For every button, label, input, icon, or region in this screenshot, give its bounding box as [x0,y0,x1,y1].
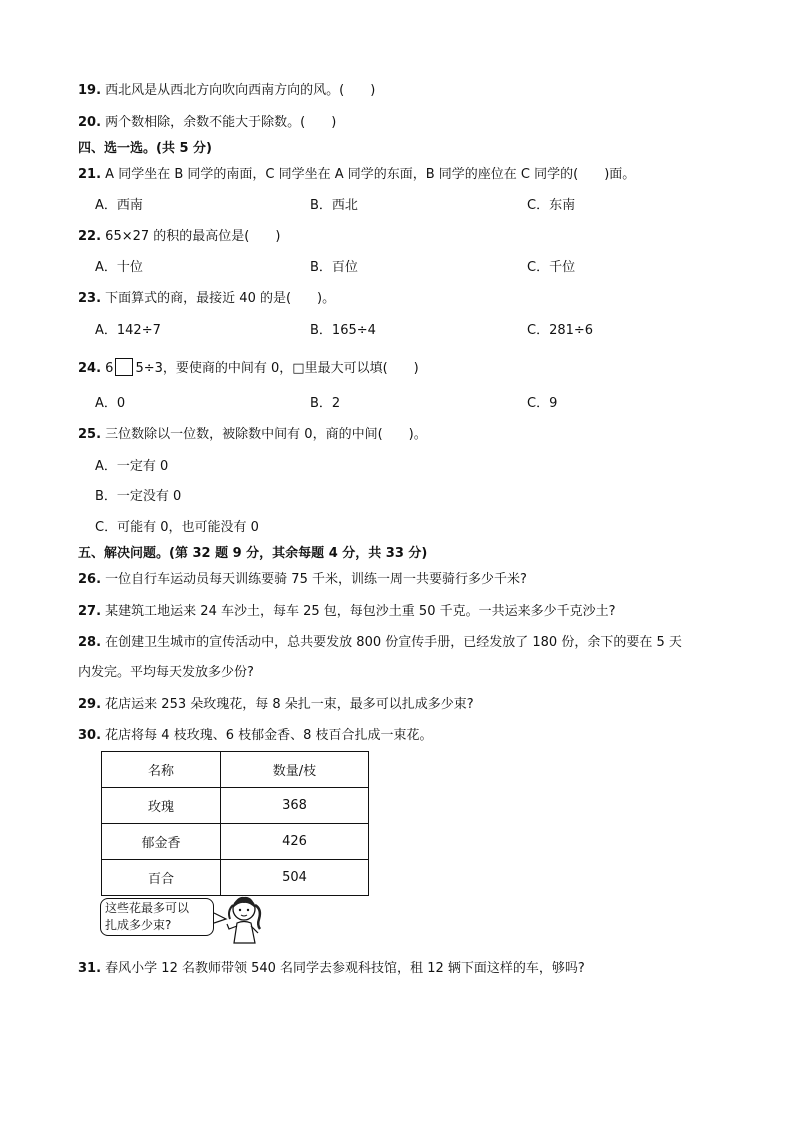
option-c: C．东南 [527,198,576,213]
option-b: B．西北 [310,198,358,213]
question-number: 21. [78,167,102,182]
cell-quantity: 504 [221,860,369,896]
question-number: 29. [78,697,102,712]
question-number: 31. [78,961,102,976]
section-5-heading: 五、解决问题。(第 32 题 9 分，其余每题 4 分，共 33 分) [78,546,428,561]
option-a: A．西南 [95,198,143,213]
question-23 [78,290,335,308]
question-number: 24. [78,361,102,376]
cell-quantity: 368 [221,788,369,824]
question-number: 28. [78,635,102,650]
question-30 [78,727,433,745]
question-number: 23. [78,291,102,306]
option-c: C．9 [527,396,558,411]
question-31 [78,960,585,978]
question-number: 22. [78,229,102,244]
option-c: C．可能有 0，也可能没有 0 [95,520,259,535]
question-20 [78,114,336,132]
question-text: 花店运来 253 朵玫瑰花，每 8 朵扎一束，最多可以扎成多少束? [105,697,474,712]
option-b: B．一定没有 0 [95,489,182,504]
cell-name: 百合 [102,860,221,896]
table-row [102,860,369,896]
question-number: 30. [78,728,102,743]
question-text-post: 5÷3，要使商的中间有 0，□里最大可以填( ) [135,361,419,376]
speech-bubble [100,898,214,936]
question-text: 65×27 的积的最高位是( ) [105,229,281,244]
flower-table [101,751,369,896]
question-text: 下面算式的商，最接近 40 的是( )。 [105,291,336,306]
option-a: A．142÷7 [95,323,161,338]
question-26 [78,571,527,589]
question-25 [78,426,427,444]
question-text: 两个数相除，余数不能大于除数。( ) [105,115,337,130]
option-b: B．165÷4 [310,323,376,338]
question-22 [78,228,280,246]
blank-box [115,358,133,376]
question-text: 某建筑工地运来 24 车沙土，每车 25 包，每包沙土重 50 千克。一共运来多少千克沙土? [105,604,616,619]
question-29 [78,696,474,714]
question-21 [78,166,635,184]
question-number: 27. [78,604,102,619]
question-27 [78,603,616,621]
question-24 [78,358,419,378]
table-row [102,788,369,824]
question-number: 19. [78,83,102,98]
question-number: 26. [78,572,102,587]
question-text: 花店将每 4 枝玫瑰、6 枝郁金香、8 枝百合扎成一束花。 [105,728,433,743]
question-text: A 同学坐在 B 同学的南面，C 同学坐在 A 同学的东面，B 同学的座位在 C 同学的( )面。 [105,167,636,182]
table-header-row [102,752,369,788]
girl-illustration-icon [214,893,270,945]
question-text: 一位自行车运动员每天训练要骑 75 千米，训练一周一共要骑行多少千米? [105,572,527,587]
question-number: 20. [78,115,102,130]
option-a: A．0 [95,396,126,411]
header-name: 名称 [102,752,221,788]
option-c: C．281÷6 [527,323,594,338]
question-28 [78,634,682,652]
cell-quantity: 426 [221,824,369,860]
question-text-pre: 6 [105,361,114,376]
option-a: A．十位 [95,260,143,275]
question-28-continued: 内发完。平均每天发放多少份? [78,665,254,680]
table-row [102,824,369,860]
question-text: 三位数除以一位数，被除数中间有 0，商的中间( )。 [105,427,427,442]
question-text: 春风小学 12 名教师带领 540 名同学去参观科技馆，租 12 辆下面这样的车，够吗? [105,961,585,976]
question-text: 西北风是从西北方向吹向西南方向的风。( ) [105,83,376,98]
question-19 [78,82,375,100]
header-quantity: 数量/枝 [221,752,369,788]
cell-name: 玫瑰 [102,788,221,824]
question-number: 25. [78,427,102,442]
option-b: B．百位 [310,260,358,275]
option-b: B．2 [310,396,341,411]
section-4-heading: 四、选一选。(共 5 分) [78,141,212,156]
cell-name: 郁金香 [102,824,221,860]
option-c: C．千位 [527,260,576,275]
option-a: A．一定有 0 [95,459,169,474]
bubble-line-2: 扎成多少束? [105,918,172,932]
question-text: 在创建卫生城市的宣传活动中，总共要发放 800 份宣传手册，已经发放了 180 份，余下的要在 5 天 [105,635,682,650]
bubble-line-1: 这些花最多可以 [105,901,190,915]
